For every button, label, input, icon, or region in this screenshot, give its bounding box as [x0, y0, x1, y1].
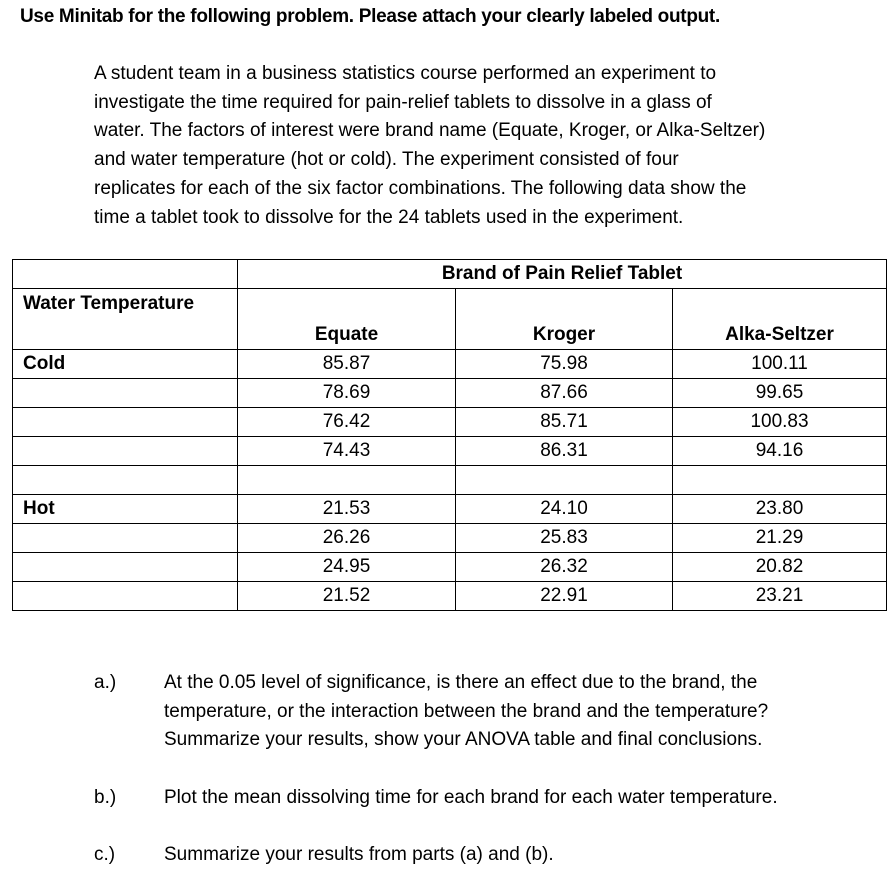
question-line: Summarize your results from parts (a) and (b). [164, 844, 554, 865]
brand-alka-seltzer-header: Alka-Seltzer [673, 289, 887, 350]
table-row [13, 582, 887, 611]
table-cell: 99.65 [673, 379, 887, 408]
question-line: temperature, or the interaction between the brand and the temperature? [164, 700, 769, 722]
table-cell: 21.52 [238, 582, 456, 611]
table-cell: 26.32 [456, 553, 673, 582]
table-spacer-row [13, 466, 887, 495]
table-cell: 85.87 [238, 350, 456, 379]
table-cell: 23.80 [673, 495, 887, 524]
dissolve-time-table [12, 259, 887, 611]
table-cell: 87.66 [456, 379, 673, 408]
group-label-hot: Hot [13, 495, 238, 524]
table-cell: 100.11 [673, 350, 887, 379]
table-cell: 25.83 [456, 524, 673, 553]
problem-instructions: Use Minitab for the following problem. Please attach your clearly labeled output. [20, 6, 720, 27]
problem-description [94, 60, 874, 232]
table-cell: 94.16 [673, 437, 887, 466]
table-row [13, 524, 887, 553]
table-cell: 21.53 [238, 495, 456, 524]
description-line: time a tablet took to dissolve for the 24 tablets used in the experiment. [94, 206, 684, 228]
description-line: and water temperature (hot or cold). The experiment consisted of four [94, 149, 679, 171]
brand-kroger-header: Kroger [456, 289, 673, 350]
table-cell: 78.69 [238, 379, 456, 408]
description-line: water. The factors of interest were brand name (Equate, Kroger, or Alka-Seltzer) [94, 120, 766, 142]
group-label-cold: Cold [13, 350, 238, 379]
question-c-text [164, 841, 874, 870]
table-cell: 26.26 [238, 524, 456, 553]
table-cell: 24.10 [456, 495, 673, 524]
table-subheader-row [13, 289, 887, 350]
table-cell: 76.42 [238, 408, 456, 437]
table-cell: 20.82 [673, 553, 887, 582]
table-cell: 74.43 [238, 437, 456, 466]
question-a-text [164, 669, 874, 755]
question-line: At the 0.05 level of significance, is there an effect due to the brand, the [164, 672, 758, 693]
description-line: replicates for each of the six factor combinations. The following data show the [94, 177, 747, 199]
question-line: Summarize your results, show your ANOVA table and final conclusions. [164, 729, 763, 751]
question-b-label: b.) [94, 787, 117, 808]
table-cell: 85.71 [456, 408, 673, 437]
table-row [13, 350, 887, 379]
table-cell: 23.21 [673, 582, 887, 611]
table-cell: 21.29 [673, 524, 887, 553]
table-cell: 24.95 [238, 553, 456, 582]
table-row [13, 553, 887, 582]
question-a-label: a.) [94, 672, 117, 693]
table-cell: 86.31 [456, 437, 673, 466]
table-row [13, 495, 887, 524]
table-cell: 22.91 [456, 582, 673, 611]
table-row [13, 408, 887, 437]
water-temperature-header: Water Temperature [13, 289, 238, 350]
question-b-text [164, 784, 874, 813]
question-c-label: c.) [94, 844, 116, 865]
description-line: A student team in a business statistics course performed an experiment to [94, 63, 717, 84]
brand-equate-header: Equate [238, 289, 456, 350]
table-row [13, 379, 887, 408]
table-cell: 100.83 [673, 408, 887, 437]
table-row [13, 437, 887, 466]
description-line: investigate the time required for pain-relief tablets to dissolve in a glass of [94, 91, 712, 113]
question-line: Plot the mean dissolving time for each brand for each water temperature. [164, 787, 778, 808]
table-cell: 75.98 [456, 350, 673, 379]
brand-header: Brand of Pain Relief Tablet [238, 260, 887, 289]
table-header-row [13, 260, 887, 289]
